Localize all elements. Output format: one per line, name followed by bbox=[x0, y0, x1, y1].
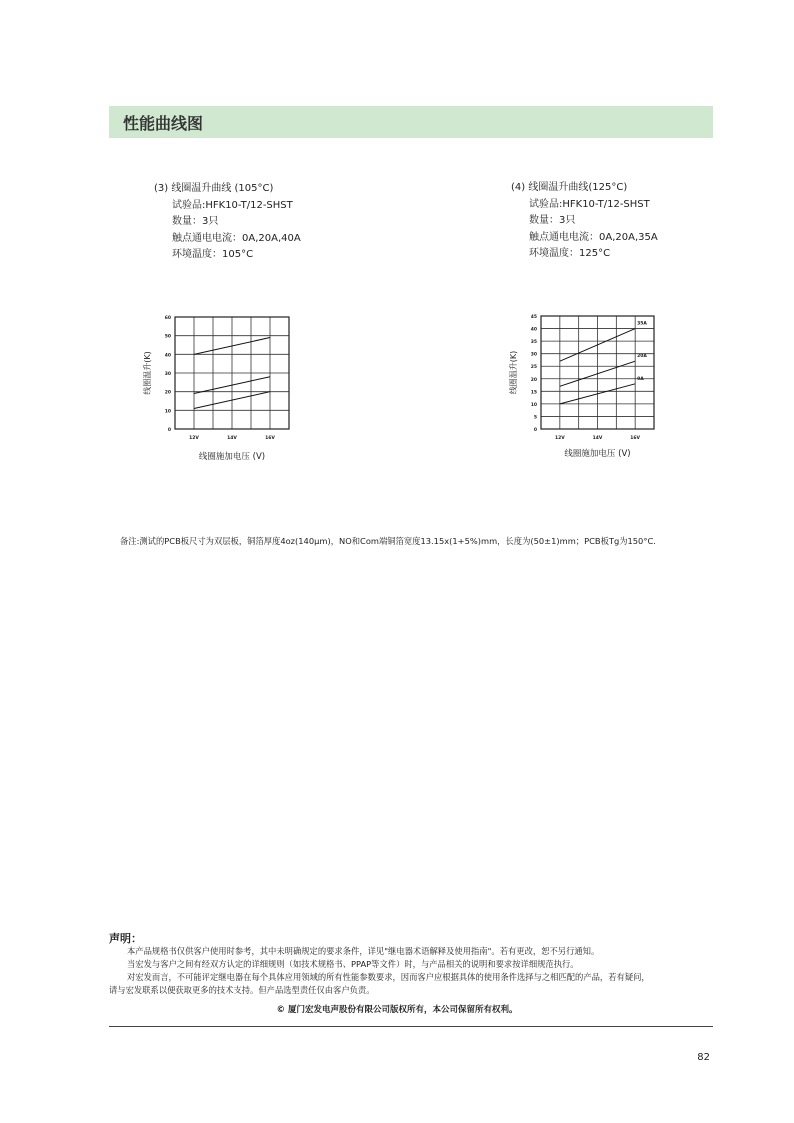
chart4-quantity: 数量：3只 bbox=[529, 215, 576, 226]
footer-rule bbox=[109, 1026, 713, 1027]
x-axis-label: 线圈施加电压 (V) bbox=[198, 452, 266, 462]
temperature-rise-chart-105 bbox=[135, 308, 305, 468]
y-tick-label: 0 bbox=[167, 428, 171, 433]
copyright: © 厦门宏发电声股份有限公司版权所有，本公司保留所有权利。 bbox=[276, 1005, 518, 1015]
declaration-text bbox=[109, 945, 717, 997]
chart3-sample: 试验品:HFK10-T/12-SHST bbox=[172, 199, 293, 211]
y-tick-label: 40 bbox=[530, 327, 537, 333]
chart-svg bbox=[500, 310, 670, 462]
y-tick-label: 50 bbox=[164, 334, 171, 340]
y-tick-label: 0 bbox=[533, 428, 537, 433]
chart4-caption: (4) 线圈温升曲线(125°C) bbox=[511, 182, 628, 193]
x-tick-label: 16V bbox=[265, 436, 275, 441]
chart4-ambient: 环境温度：125°C bbox=[529, 248, 611, 259]
series-label: 35A bbox=[637, 321, 647, 327]
y-tick-label: 45 bbox=[530, 315, 537, 320]
y-tick-label: 30 bbox=[530, 352, 537, 358]
y-tick-label: 20 bbox=[164, 390, 171, 396]
declaration-line: 对宏发而言，不可能评定继电器在每个具体应用领域的所有性能参数要求，因而客户应根据具体的使用条件选择与之相匹配的产品，若有疑问， bbox=[127, 972, 650, 982]
test-note: 备注:测试的PCB板尺寸为双层板，铜箔厚度4oz(140μm)，NO和Com端铜箔宽度13.15x(1+5%)mm，长度为(50±1)mm；PCB板Tg为150°C. bbox=[120, 536, 656, 546]
y-tick-label: 40 bbox=[164, 353, 171, 359]
y-tick-label: 20 bbox=[530, 377, 537, 383]
chart4-info bbox=[511, 180, 658, 263]
y-tick-label: 15 bbox=[530, 390, 537, 396]
declaration-line: 请与宏发联系以便获取更多的技术支持。但产品选型责任仅由客户负责。 bbox=[109, 985, 375, 995]
x-tick-label: 12V bbox=[554, 436, 565, 441]
x-tick-label: 12V bbox=[189, 436, 199, 441]
declaration-line: 本产品规格书仅供客户使用时参考，其中未明确规定的要求条件，详见"继电器术语解释及使用指南"。若有更改，恕不另行通知。 bbox=[127, 946, 600, 956]
chart-svg bbox=[135, 308, 305, 468]
declaration-title: 声明： bbox=[109, 932, 142, 945]
y-tick-label: 10 bbox=[530, 402, 537, 408]
x-tick-label: 16V bbox=[630, 436, 641, 441]
y-tick-label: 5 bbox=[533, 415, 537, 421]
series-label: 0A bbox=[637, 376, 644, 382]
section-title: 性能曲线图 bbox=[123, 114, 204, 133]
series-label: 20A bbox=[637, 354, 647, 360]
x-axis-label: 线圈施加电压 (V) bbox=[564, 449, 631, 459]
y-tick-label: 60 bbox=[164, 316, 171, 321]
y-tick-label: 25 bbox=[530, 365, 537, 371]
y-tick-label: 10 bbox=[164, 409, 171, 415]
y-tick-label: 35 bbox=[530, 340, 537, 346]
chart4-current: 触点通电电流：0A,20A,35A bbox=[529, 231, 658, 243]
chart3-current: 触点通电电流：0A,20A,40A bbox=[172, 232, 301, 244]
chart3-quantity: 数量：3只 bbox=[172, 216, 219, 227]
chart3-info bbox=[154, 181, 301, 264]
page-number: 82 bbox=[697, 1052, 710, 1063]
x-tick-label: 14V bbox=[227, 436, 237, 441]
y-tick-label: 30 bbox=[164, 372, 171, 377]
x-tick-label: 14V bbox=[592, 436, 603, 441]
chart3-ambient: 环境温度：105°C bbox=[172, 249, 254, 260]
chart3-caption: (3) 线圈温升曲线 (105°C) bbox=[154, 183, 274, 194]
y-axis-label: 线圈温升(K) bbox=[509, 350, 518, 395]
chart4-sample: 试验品:HFK10-T/12-SHST bbox=[529, 198, 650, 210]
temperature-rise-chart-125 bbox=[500, 310, 670, 462]
y-axis-label: 线圈温升(K) bbox=[143, 351, 152, 395]
declaration-line: 当宏发与客户之间有经双方认定的详细规则（如技术规格书、PPAP等文件）时，与产品相关的说明和要求按详细规范执行。 bbox=[127, 959, 579, 969]
section-header bbox=[109, 106, 713, 138]
